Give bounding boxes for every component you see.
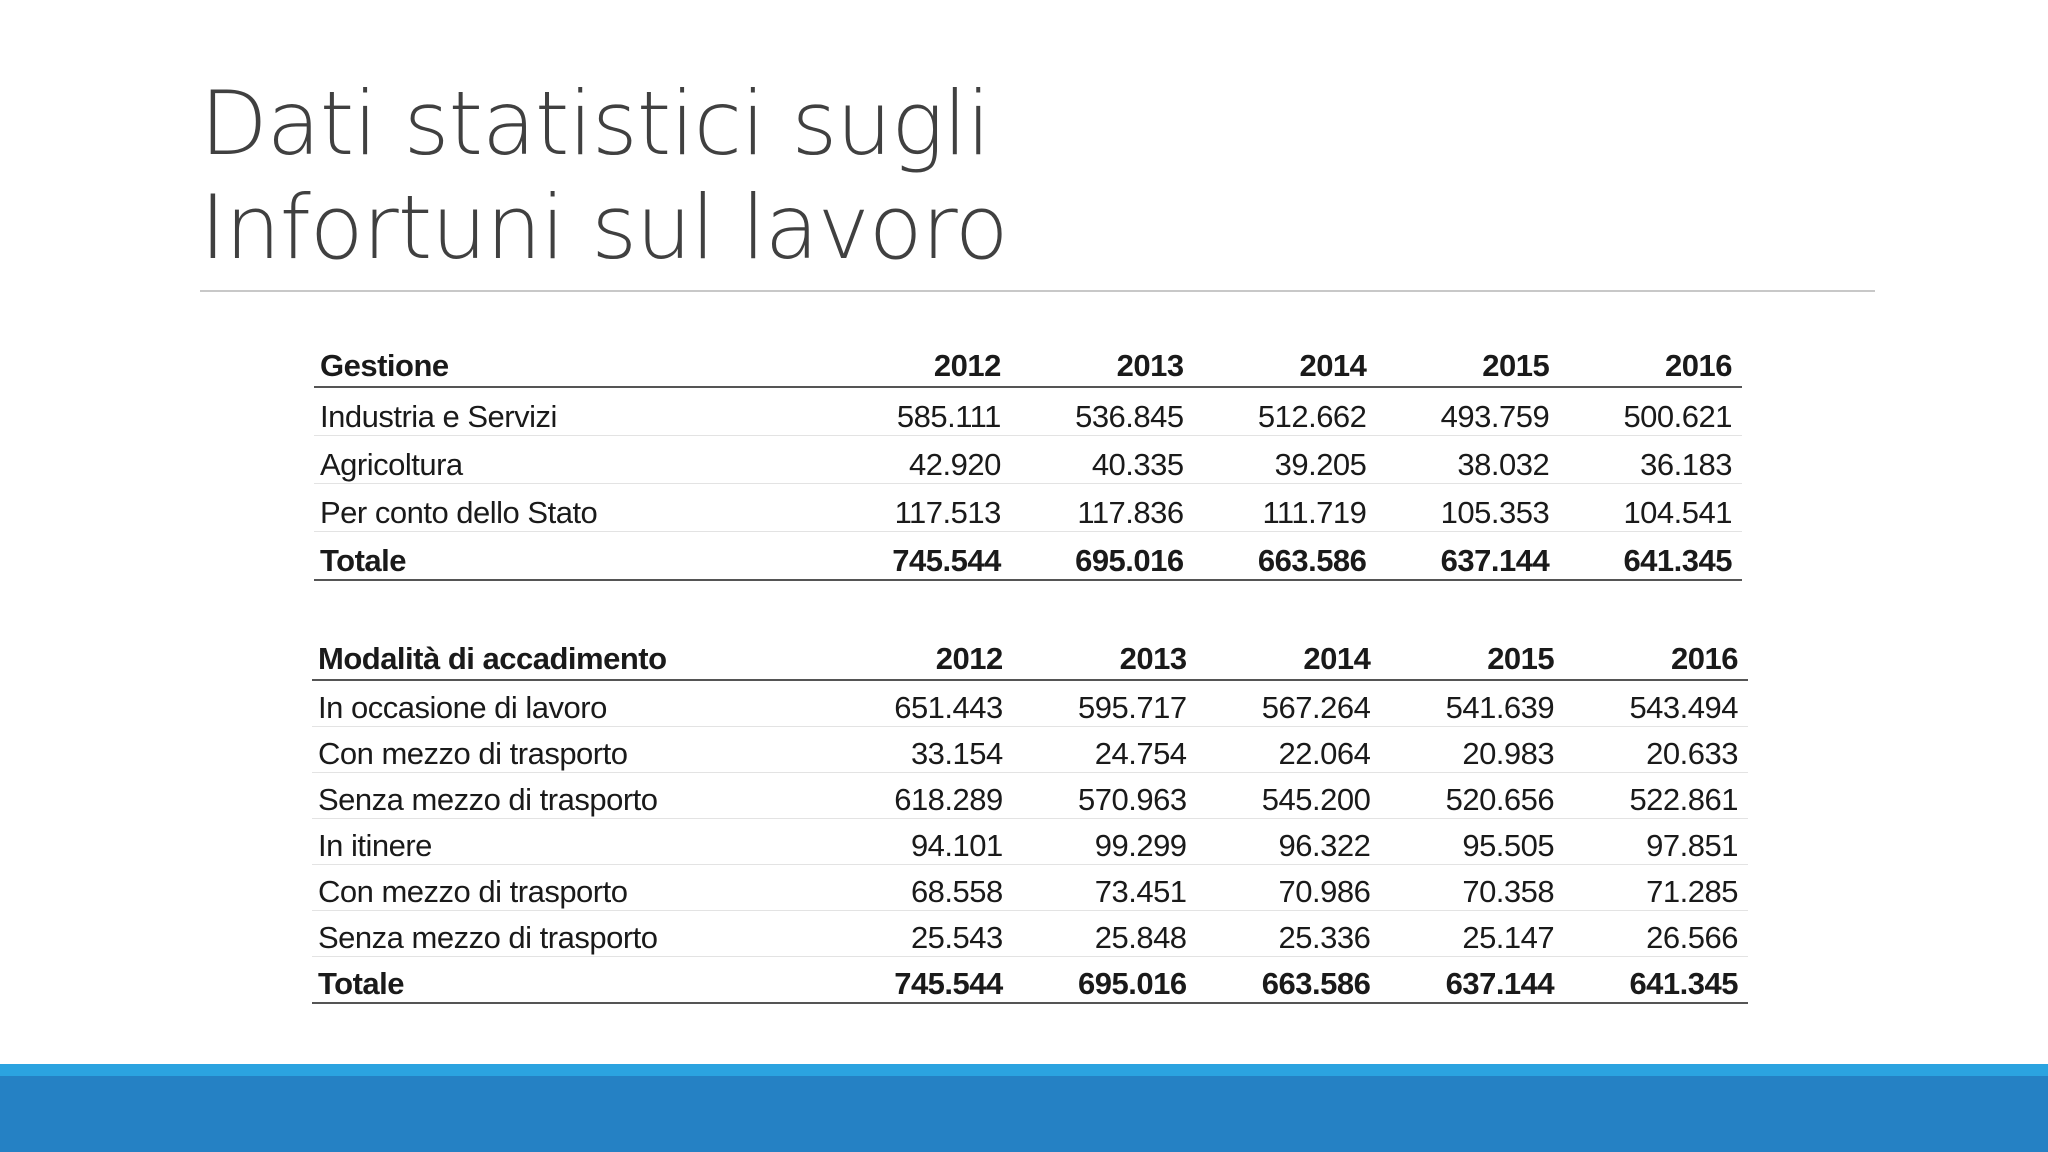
table-cell: 20.983	[1380, 727, 1564, 773]
table-cell: 70.358	[1380, 865, 1564, 911]
table-cell: 39.205	[1194, 436, 1377, 484]
table-cell: 520.656	[1380, 773, 1564, 819]
total-label: Totale	[314, 532, 828, 581]
column-header-2015: 2015	[1380, 633, 1564, 680]
row-label: In itinere	[312, 819, 829, 865]
table-cell: 97.851	[1564, 819, 1748, 865]
table-cell: 522.861	[1564, 773, 1748, 819]
row-label: Industria e Servizi	[314, 387, 828, 436]
table-total-row	[314, 532, 1742, 581]
row-label: In occasione di lavoro	[312, 680, 829, 727]
table-total-row	[312, 957, 1748, 1004]
table-cell: 24.754	[1013, 727, 1197, 773]
table-cell: 33.154	[829, 727, 1013, 773]
column-header-2015: 2015	[1376, 340, 1559, 387]
table-cell: 117.836	[1011, 484, 1194, 532]
table-cell: 543.494	[1564, 680, 1748, 727]
total-cell: 745.544	[829, 957, 1013, 1004]
table-row	[312, 865, 1748, 911]
table-cell: 73.451	[1013, 865, 1197, 911]
table-cell: 26.566	[1564, 911, 1748, 957]
table-cell: 40.335	[1011, 436, 1194, 484]
slide-title	[200, 72, 1008, 280]
table-cell: 70.986	[1197, 865, 1381, 911]
table-cell: 71.285	[1564, 865, 1748, 911]
table-header-row	[312, 633, 1748, 680]
table-cell: 42.920	[828, 436, 1011, 484]
table-cell: 567.264	[1197, 680, 1381, 727]
row-label: Agricoltura	[314, 436, 828, 484]
table-cell: 105.353	[1376, 484, 1559, 532]
table-cell: 25.543	[829, 911, 1013, 957]
table-cell: 22.064	[1197, 727, 1381, 773]
row-label: Per conto dello Stato	[314, 484, 828, 532]
column-header-2013: 2013	[1011, 340, 1194, 387]
row-label: Con mezzo di trasporto	[312, 727, 829, 773]
table-row	[314, 484, 1742, 532]
table-row	[312, 819, 1748, 865]
total-cell: 637.144	[1376, 532, 1559, 581]
table-cell: 117.513	[828, 484, 1011, 532]
table-row	[312, 727, 1748, 773]
table-cell: 68.558	[829, 865, 1013, 911]
table-row	[312, 911, 1748, 957]
table-header-row	[314, 340, 1742, 387]
table-cell: 585.111	[828, 387, 1011, 436]
row-label: Senza mezzo di trasporto	[312, 911, 829, 957]
total-label: Totale	[312, 957, 829, 1004]
column-header-modalita: Modalità di accadimento	[312, 633, 829, 680]
column-header-2016: 2016	[1559, 340, 1742, 387]
total-cell: 641.345	[1559, 532, 1742, 581]
slide-title-line-2: Infortuni sul lavoro	[200, 176, 1008, 279]
title-divider	[200, 290, 1875, 292]
table-cell: 104.541	[1559, 484, 1742, 532]
table-cell: 25.336	[1197, 911, 1381, 957]
table-cell: 38.032	[1376, 436, 1559, 484]
table-cell: 95.505	[1380, 819, 1564, 865]
table-row	[314, 436, 1742, 484]
total-cell: 663.586	[1194, 532, 1377, 581]
total-cell: 745.544	[828, 532, 1011, 581]
column-header-2016: 2016	[1564, 633, 1748, 680]
table-cell: 595.717	[1013, 680, 1197, 727]
table-cell: 20.633	[1564, 727, 1748, 773]
footer-accent-stripe	[0, 1064, 2048, 1076]
table-cell: 36.183	[1559, 436, 1742, 484]
table-cell: 111.719	[1194, 484, 1377, 532]
column-header-2012: 2012	[828, 340, 1011, 387]
row-label: Con mezzo di trasporto	[312, 865, 829, 911]
footer-band	[0, 1076, 2048, 1152]
table-cell: 512.662	[1194, 387, 1377, 436]
table-row	[312, 680, 1748, 727]
table-cell: 500.621	[1559, 387, 1742, 436]
column-header-2014: 2014	[1194, 340, 1377, 387]
column-header-gestione: Gestione	[314, 340, 828, 387]
table-cell: 96.322	[1197, 819, 1381, 865]
total-cell: 695.016	[1011, 532, 1194, 581]
table-cell: 493.759	[1376, 387, 1559, 436]
table-cell: 94.101	[829, 819, 1013, 865]
slide-title-line-1: Dati statistici sugli	[200, 72, 990, 175]
row-label: Senza mezzo di trasporto	[312, 773, 829, 819]
table-cell: 99.299	[1013, 819, 1197, 865]
total-cell: 663.586	[1197, 957, 1381, 1004]
table-gestione	[314, 340, 1742, 581]
column-header-2012: 2012	[829, 633, 1013, 680]
total-cell: 641.345	[1564, 957, 1748, 1004]
table-modalita	[312, 633, 1748, 1004]
column-header-2013: 2013	[1013, 633, 1197, 680]
table-cell: 618.289	[829, 773, 1013, 819]
table-cell: 545.200	[1197, 773, 1381, 819]
table-cell: 25.848	[1013, 911, 1197, 957]
table-cell: 541.639	[1380, 680, 1564, 727]
table-cell: 570.963	[1013, 773, 1197, 819]
table-row	[312, 773, 1748, 819]
table-row	[314, 387, 1742, 436]
total-cell: 695.016	[1013, 957, 1197, 1004]
table-cell: 25.147	[1380, 911, 1564, 957]
table-cell: 651.443	[829, 680, 1013, 727]
table-cell: 536.845	[1011, 387, 1194, 436]
column-header-2014: 2014	[1197, 633, 1381, 680]
total-cell: 637.144	[1380, 957, 1564, 1004]
